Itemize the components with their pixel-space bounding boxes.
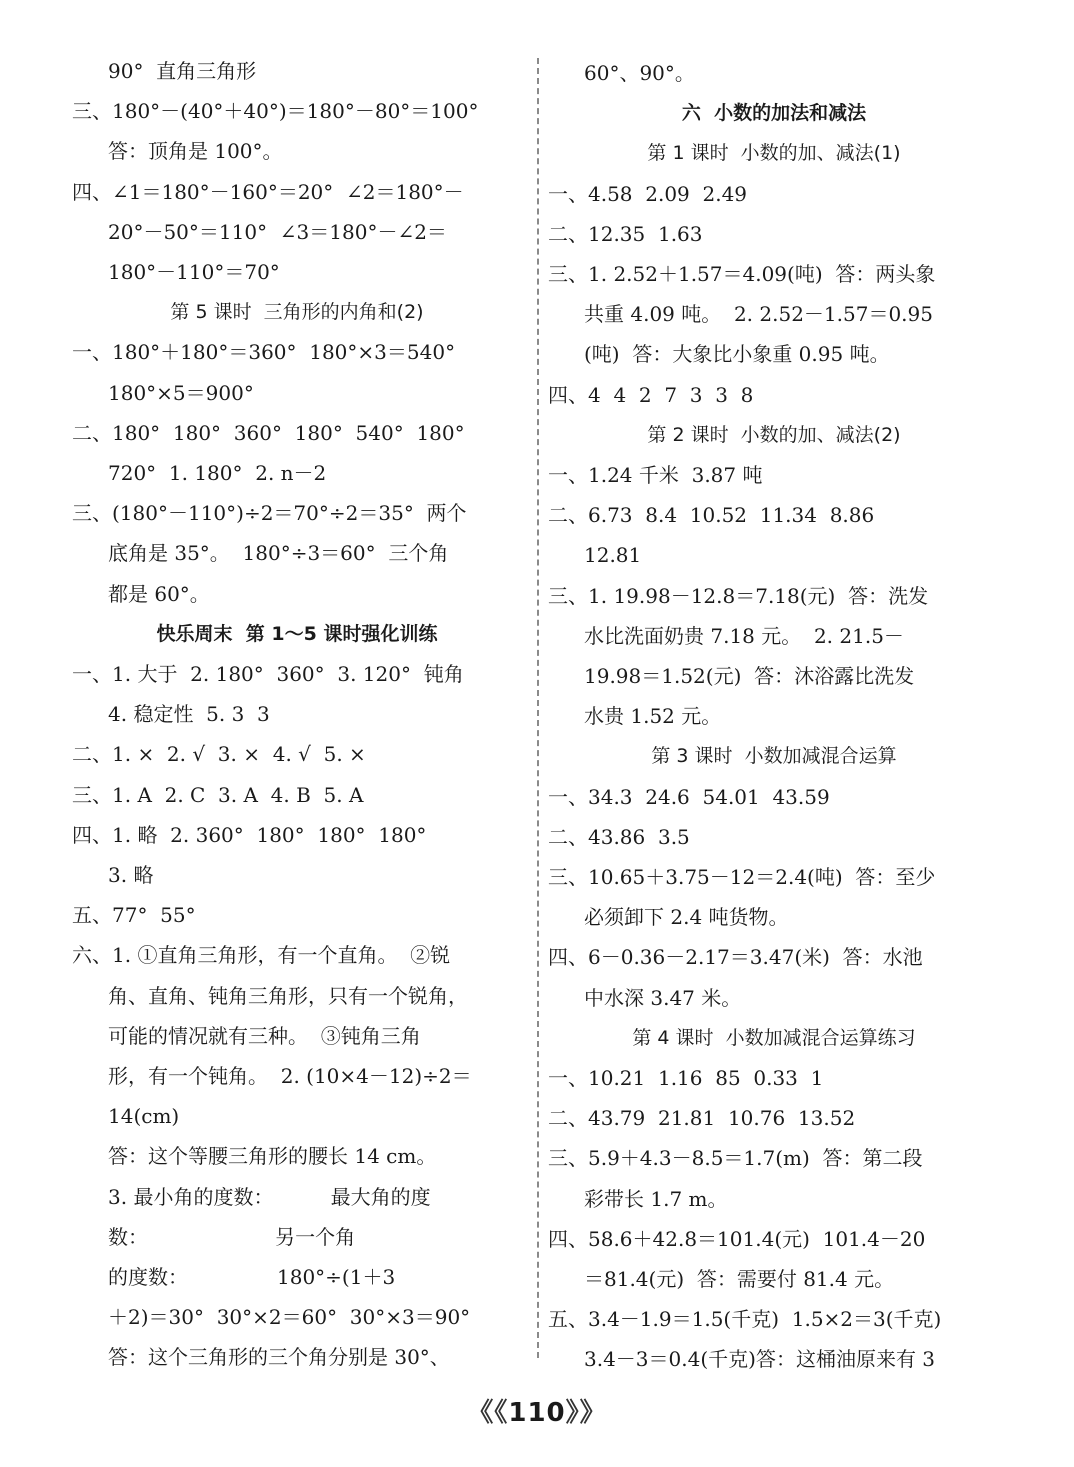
answer-line: 19.98＝1.52(元) 答：沐浴露比洗发 (584, 664, 915, 688)
answer-line: 三、1. 2.52＋1.57＝4.09(吨) 答：两头象 (548, 262, 936, 286)
answer-line: 3. 最小角的度数： 最大角的度 (108, 1184, 431, 1209)
answer-line: 四、58.6＋42.8＝101.4(元) 101.4－20 (548, 1226, 926, 1251)
answer-line: 3. 略 (108, 863, 154, 887)
answer-line: 三、(180°－110°)÷2＝70°÷2＝35° 两个 (72, 501, 467, 526)
answer-line: 六、1. ①直角三角形，有一个直角。 ②锐 (72, 943, 451, 968)
section-heading: 第 1 课时 小数的加、减法(1) (647, 142, 901, 165)
answer-line: 三、10.65＋3.75－12＝2.4(吨) 答：至少 (548, 865, 936, 889)
answer-line: 答：顶角是 100°。 (108, 139, 283, 164)
section-heading: 六 小数的加法和减法 (681, 102, 867, 125)
answer-line: 60°、90°。 (584, 61, 695, 85)
answer-line: 答：这个三角形的三个角分别是 30°、 (108, 1345, 450, 1370)
answer-line: 底角是 35°。 180°÷3＝60° 三个角 (108, 541, 449, 566)
section-heading: 第 5 课时 三角形的内角和(2) (170, 301, 424, 324)
answer-line: 五、77° 55° (72, 903, 196, 928)
answer-line: 答：这个等腰三角形的腰长 14 cm。 (108, 1144, 437, 1169)
section-heading: 第 4 课时 小数加减混合运算练习 (632, 1026, 916, 1049)
answer-line: 二、1. × 2. √ 3. × 4. √ 5. × (72, 742, 366, 767)
answer-line: 4. 稳定性 5. 3 3 (108, 702, 270, 727)
answer-line: 四、∠1＝180°－160°＝20° ∠2＝180°－ (72, 179, 464, 204)
answer-line: 二、43.79 21.81 10.76 13.52 (548, 1106, 856, 1131)
section-heading: 第 2 课时 小数的加、减法(2) (647, 423, 901, 446)
answer-line: 必须卸下 2.4 吨货物。 (584, 905, 789, 930)
answer-line: 形，有一个钝角。 2. (10×4－12)÷2＝ (108, 1064, 472, 1088)
answer-line: 12.81 (584, 543, 642, 568)
answer-line: 四、4 4 2 7 3 3 8 (548, 382, 754, 407)
answer-line: 三、1. 19.98－12.8＝7.18(元) 答：洗发 (548, 583, 929, 608)
answer-line: (吨) 答：大象比小象重 0.95 吨。 (584, 342, 890, 367)
answer-line: 数： 另一个角 (108, 1224, 356, 1249)
answer-line: 可能的情况就有三种。 ③钝角三角 (108, 1023, 421, 1048)
answer-line: ＋2)＝30° 30°×2＝60° 30°×3＝90° (108, 1305, 471, 1330)
answer-line: 一、1.24 千米 3.87 吨 (548, 463, 763, 487)
answer-line: 彩带长 1.7 m。 (584, 1186, 728, 1211)
answer-line: ＝81.4(元) 答：需要付 81.4 元。 (584, 1267, 895, 1291)
section-heading: 第 3 课时 小数加减混合运算 (651, 745, 897, 768)
answer-line: 水比洗面奶贵 7.18 元。 2. 21.5－ (584, 623, 904, 648)
answer-line: 一、180°＋180°＝360° 180°×3＝540° (72, 340, 456, 365)
answer-line: 一、34.3 24.6 54.01 43.59 (548, 784, 830, 809)
answer-line: 20°－50°＝110° ∠3＝180°－∠2＝ (108, 219, 447, 244)
footer-left-bracket: 《《 (467, 1398, 509, 1428)
answer-line: 90° 直角三角形 (108, 59, 257, 83)
answer-line: 的度数： 180°÷(1＋3 (108, 1265, 396, 1289)
answer-line: 角、直角、钝角三角形，只有一个锐角， (108, 983, 468, 1008)
answer-line: 四、1. 略 2. 360° 180° 180° 180° (72, 822, 427, 847)
answer-line: 共重 4.09 吨。 2. 2.52－1.57＝0.95 (584, 302, 933, 327)
answer-line: 一、1. 大于 2. 180° 360° 3. 120° 钝角 (72, 662, 464, 686)
section-heading: 快乐周末 第 1～5 课时强化训练 (156, 622, 438, 645)
answer-line: 二、43.86 3.5 (548, 824, 690, 849)
answer-line: 二、12.35 1.63 (548, 221, 703, 246)
answer-line: 720° 1. 180° 2. n－2 (108, 461, 327, 485)
answer-line: 180°－110°＝70° (108, 260, 280, 284)
answer-line: 3.4－3＝0.4(千克)答：这桶油原来有 3 (584, 1347, 936, 1372)
answer-line: 三、180°－(40°＋40°)＝180°－80°＝100° (72, 99, 479, 124)
answer-line: 四、6－0.36－2.17＝3.47(米) 答：水池 (548, 945, 923, 970)
answer-line: 180°×5＝900° (108, 380, 254, 405)
answer-line: 二、180° 180° 360° 180° 540° 180° (72, 420, 465, 445)
answer-line: 都是 60°。 (108, 581, 210, 606)
answer-line: 三、1. A 2. C 3. A 4. B 5. A (72, 782, 364, 807)
answer-line: 二、6.73 8.4 10.52 11.34 8.86 (548, 503, 875, 528)
answer-line: 水贵 1.52 元。 (584, 704, 722, 729)
page-number: 110 (508, 1398, 566, 1428)
answer-line: 五、3.4－1.9＝1.5(千克) 1.5×2＝3(千克) (548, 1307, 942, 1332)
answer-line: 三、5.9＋4.3－8.5＝1.7(m) 答：第二段 (548, 1146, 923, 1171)
answer-line: 中水深 3.47 米。 (584, 985, 742, 1010)
answer-line: 一、4.58 2.09 2.49 (548, 181, 748, 206)
answer-line: 一、10.21 1.16 85 0.33 1 (548, 1066, 824, 1090)
page-footer (0, 1392, 1074, 1429)
column-divider (537, 58, 539, 1358)
footer-right-bracket: 》》 (565, 1398, 607, 1428)
answer-line: 14(cm) (108, 1104, 180, 1129)
